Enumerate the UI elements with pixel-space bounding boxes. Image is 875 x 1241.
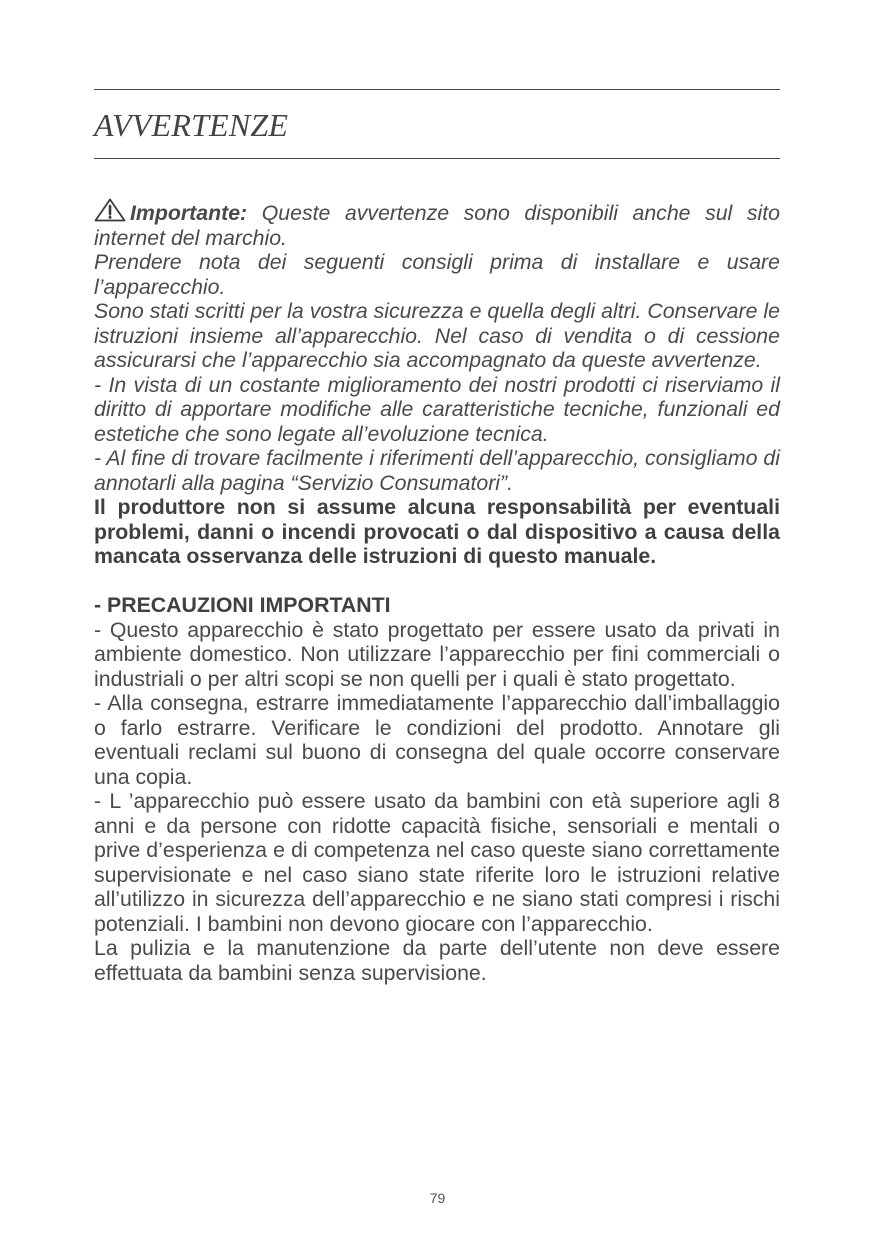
- references-paragraph: - Al fine di trovare facilmente i riferimenti dell’apparecchio, consigliamo di annotarli alla pagina “Servizio Consumatori”.: [94, 446, 780, 495]
- important-text: Queste avvertenze sono disponibili anche sul sito internet del marchio.: [94, 201, 780, 250]
- important-label: Importante:: [130, 201, 248, 225]
- safety-paragraph: Sono stati scritti per la vostra sicurezza e quella degli altri. Conservare le istruzioni insieme all’apparecchio. Nel caso di vendita o di cessione assicurarsi che l’apparecchio sia accompagnato da queste avvertenze.: [94, 299, 780, 372]
- disclaimer-paragraph: Il produttore non si assume alcuna responsabilità per eventuali problemi, danni o incendi provocati o dal dispositivo a causa della mancata osservanza delle istruzioni di questo manuale.: [94, 495, 780, 568]
- page-title: AVVERTENZE: [94, 107, 289, 143]
- section-spacer: [94, 569, 780, 594]
- warnings-body: [94, 198, 780, 985]
- precaution-children: - L ’apparecchio può essere usato da bambini con età superiore agli 8 anni e da persone con ridotte capacità fisiche, sensoriali e mentali o prive d’esperienza e di competenza nel caso queste siano correttamente supervisionate e nel caso siano state riferite loro le istruzioni relative all’utilizzo in sicurezza dell’apparecchio e ne siano stati compresi i rischi potenziali. I bambini non devono giocare con l’apparecchio.: [94, 789, 780, 936]
- page-number: 79: [429, 1190, 446, 1206]
- important-paragraph: [94, 198, 780, 250]
- warning-triangle-icon: [94, 198, 126, 222]
- improvement-paragraph: - In vista di un costante miglioramento dei nostri prodotti ci riserviamo il diritto di apportare modifiche alle caratteristiche tecniche, funzionali ed estetiche che sono legate all’evoluzione tecnica.: [94, 372, 780, 446]
- note-paragraph: Prendere nota dei seguenti consigli prima di installare e usare l’apparecchio.: [94, 250, 780, 299]
- precaution-delivery: - Alla consegna, estrarre immediatamente l’apparecchio dall’imballaggio o farlo estrarre. Verificare le condizioni del prodotto. Annotare gli eventuali reclami sul buono di consegna del quale occorre conservare una copia.: [94, 691, 780, 789]
- precautions-heading: - PRECAUZIONI IMPORTANTI: [94, 593, 391, 617]
- precaution-domestic-use: - Questo apparecchio è stato progettato per essere usato da privati in ambiente domestico. Non utilizzare l’apparecchio per fini commerciali o industriali o per altri scopi se non quelli per i quali è stato progettato.: [94, 617, 780, 691]
- top-rule: [94, 89, 780, 90]
- title-underline: [94, 158, 780, 159]
- precaution-cleaning: La pulizia e la manutenzione da parte dell’utente non deve essere effettuata da bambini senza supervisione.: [94, 936, 780, 985]
